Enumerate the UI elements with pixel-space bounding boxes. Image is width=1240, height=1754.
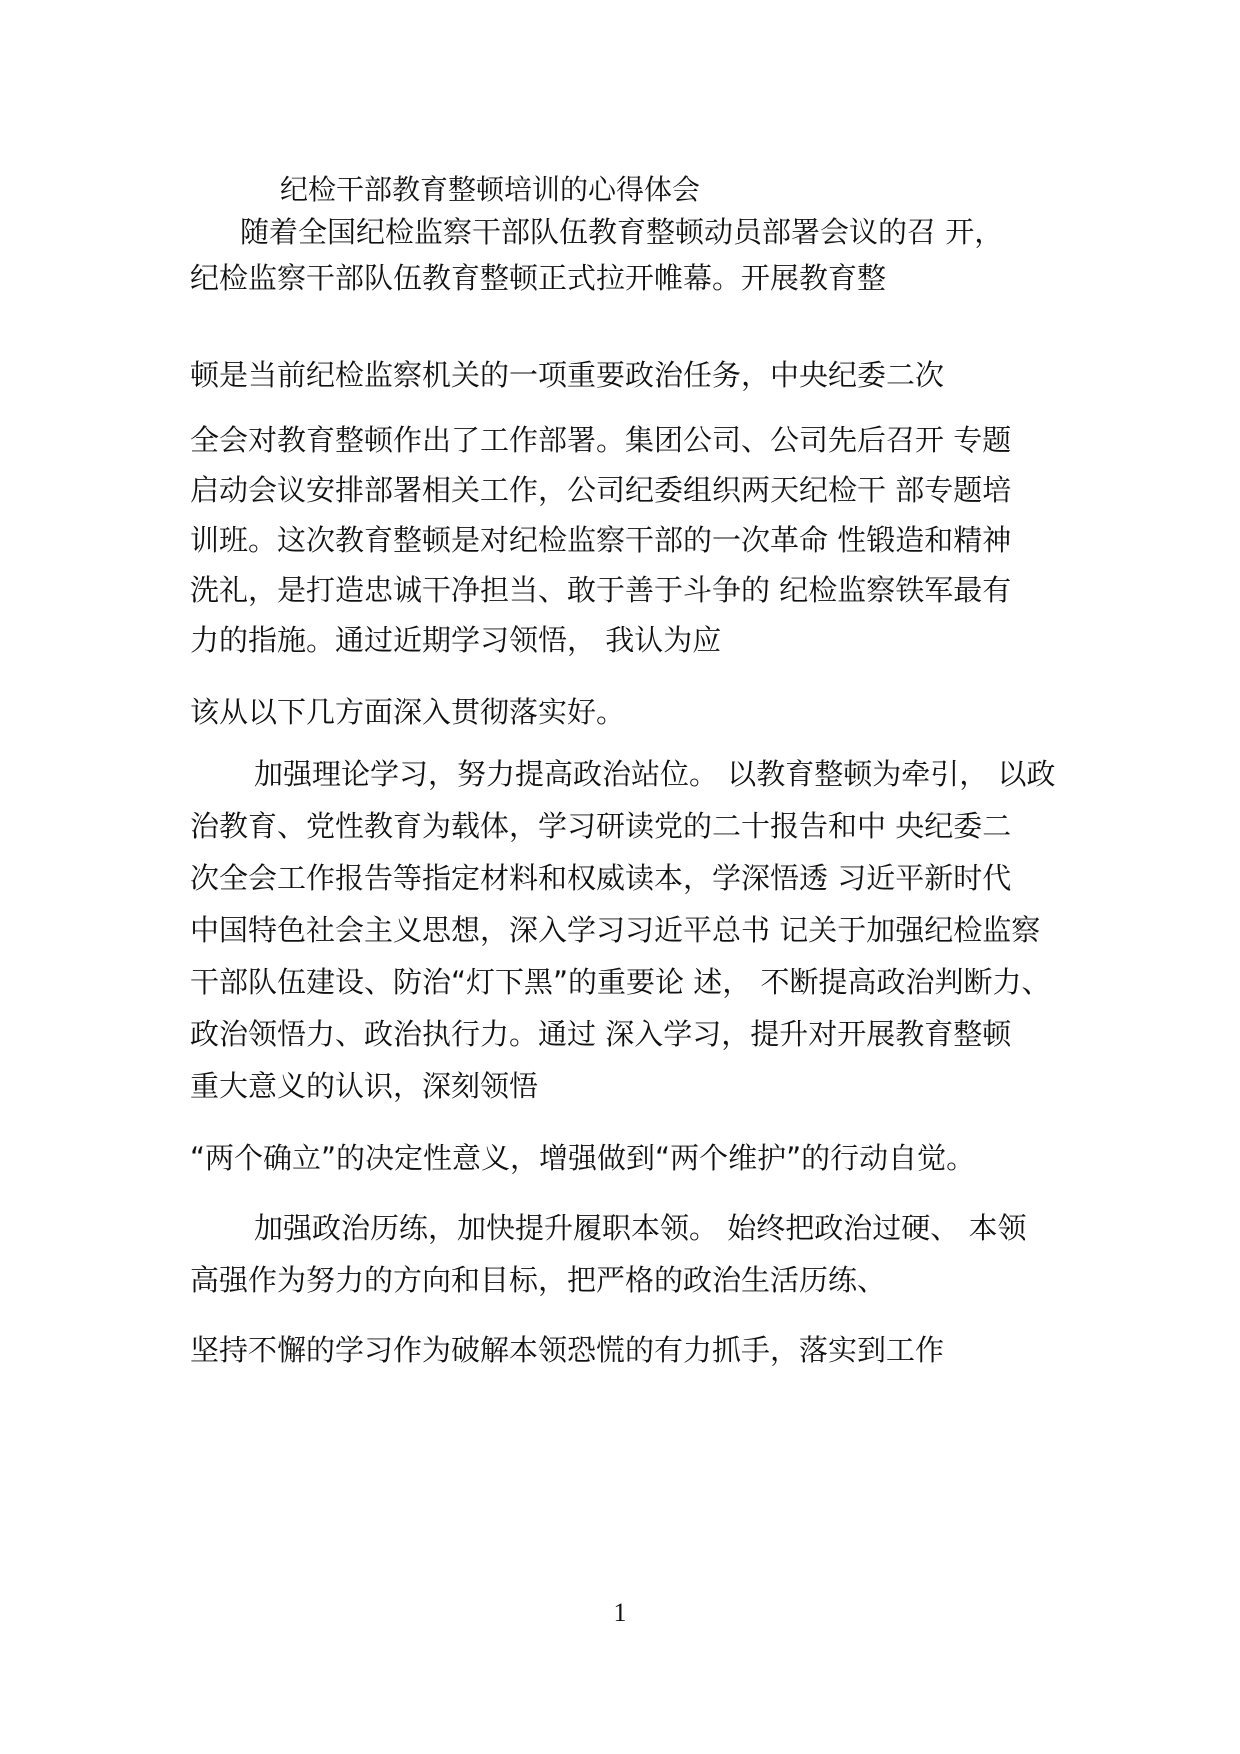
body-line-13: 中国特色社会主义思想，深入学习习近平总书 记关于加强纪检监察 — [190, 913, 1041, 947]
section-heading-1: 加强理论学习，努力提高政治站位。 以教育整顿为牵引， 以政 — [254, 757, 1056, 791]
body-line-19: 高强作为努力的方向和目标，把严格的政治生活历练、 — [190, 1263, 887, 1297]
body-line-4: 全会对教育整顿作出了工作部署。集团公司、公司先后召开 专题 — [190, 423, 1012, 457]
section-heading-2: 加强政治历练，加快提升履职本领。 始终把政治过硬、 本领 — [254, 1211, 1027, 1245]
body-line-6: 训班。这次教育整顿是对纪检监察干部的一次革命 性锻造和精神 — [190, 523, 1012, 557]
body-line-8: 力的指施。通过近期学习领悟， 我认为应 — [190, 623, 722, 657]
document-title: 纪检干部教育整顿培训的心得体会 — [280, 173, 701, 206]
body-line-9: 该从以下几方面深入贯彻落实好。 — [190, 695, 626, 729]
body-line-12: 次全会工作报告等指定材料和权威读本，学深悟透 习近平新时代 — [190, 861, 1012, 895]
body-line-15: 政治领悟力、政治执行力。通过 深入学习，提升对开展教育整顿 — [190, 1017, 1012, 1051]
body-line-16: 重大意义的认识，深刻领悟 — [190, 1069, 539, 1103]
body-line-20: 坚持不懈的学习作为破解本领恐慌的有力抓手，落实到工作 — [190, 1333, 945, 1367]
body-line-1: 随着全国纪检监察干部队伍教育整顿动员部署会议的召 开， — [240, 215, 1004, 249]
body-line-3: 顿是当前纪检监察机关的一项重要政治任务，中央纪委二次 — [190, 358, 945, 392]
page-number: 1 — [613, 1598, 627, 1627]
body-line-11: 治教育、党性教育为载体，学习研读党的二十报告和中 央纪委二 — [190, 809, 1012, 843]
body-line-17: “两个确立”的决定性意义，增强做到“两个维护”的行动自觉。 — [190, 1141, 976, 1175]
body-line-5: 启动会议安排部署相关工作，公司纪委组织两天纪检干 部专题培 — [190, 473, 1012, 507]
body-line-7: 洗礼，是打造忠诚干净担当、敢于善于斗争的 纪检监察铁军最有 — [190, 573, 1012, 607]
body-line-14: 干部队伍建设、防治“灯下黑”的重要论 述， 不断提高政治判断力、 — [190, 965, 1051, 999]
body-line-2: 纪检监察干部队伍教育整顿正式拉开帷幕。开展教育整 — [190, 261, 887, 295]
